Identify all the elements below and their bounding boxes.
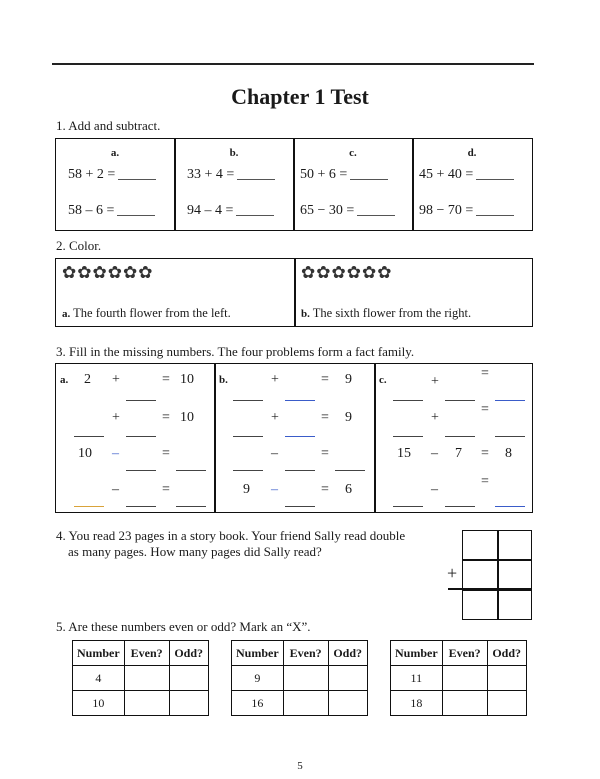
equals: = bbox=[481, 446, 489, 461]
answer-blank[interactable] bbox=[233, 400, 263, 401]
col-header: Odd? bbox=[487, 641, 526, 666]
operator: + bbox=[112, 410, 120, 425]
operator: – bbox=[271, 446, 278, 461]
q3-prompt: 3. Fill in the missing numbers. The four problems form a fact family. bbox=[56, 344, 415, 359]
answer-blank[interactable] bbox=[126, 436, 156, 437]
number: 8 bbox=[505, 446, 512, 461]
even-cell[interactable] bbox=[442, 691, 487, 716]
operator: – bbox=[431, 446, 438, 461]
answer-blank[interactable] bbox=[476, 214, 514, 216]
q1-equation: 58 – 6 = bbox=[68, 203, 155, 219]
number: 2 bbox=[84, 372, 91, 387]
col-header: Even? bbox=[442, 641, 487, 666]
answer-blank[interactable] bbox=[285, 506, 315, 507]
q3-label: c. bbox=[379, 374, 387, 386]
answer-blank[interactable] bbox=[495, 436, 525, 437]
q1-equation: 98 − 70 = bbox=[419, 203, 514, 219]
q3-col-c bbox=[375, 364, 532, 512]
col-header: Odd? bbox=[169, 641, 208, 666]
number-cell: 9 bbox=[232, 666, 284, 691]
answer-blank[interactable] bbox=[393, 400, 423, 401]
number: 10 bbox=[78, 446, 92, 461]
answer-blank[interactable] bbox=[495, 506, 525, 507]
number: 10 bbox=[180, 410, 194, 425]
table-row bbox=[391, 666, 527, 691]
answer-blank[interactable] bbox=[445, 506, 475, 507]
equals: = bbox=[481, 366, 489, 381]
q1-equation: 45 + 40 = bbox=[419, 167, 514, 183]
q3-label: a. bbox=[60, 374, 69, 386]
even-odd-table bbox=[390, 640, 527, 716]
q4-line-2: as many pages. How many pages did Sally read? bbox=[68, 544, 322, 559]
answer-blank[interactable] bbox=[445, 436, 475, 437]
number: 6 bbox=[345, 482, 352, 497]
equals: = bbox=[321, 372, 329, 387]
answer-blank[interactable] bbox=[233, 436, 263, 437]
answer-blank[interactable] bbox=[393, 506, 423, 507]
page-title: Chapter 1 Test bbox=[231, 84, 369, 109]
operator: – bbox=[271, 482, 278, 497]
table-row bbox=[232, 691, 368, 716]
top-rule bbox=[52, 63, 534, 65]
odd-cell[interactable] bbox=[169, 691, 208, 716]
operator: + bbox=[112, 372, 120, 387]
answer-blank[interactable] bbox=[350, 178, 388, 180]
answer-blank[interactable] bbox=[74, 436, 104, 437]
even-odd-table bbox=[72, 640, 209, 716]
answer-blank[interactable] bbox=[285, 470, 315, 471]
number: 9 bbox=[345, 410, 352, 425]
answer-blank[interactable] bbox=[126, 470, 156, 471]
q1-equation: 94 – 4 = bbox=[187, 203, 274, 219]
equals: = bbox=[481, 474, 489, 489]
table-row bbox=[391, 691, 527, 716]
equals: = bbox=[162, 446, 170, 461]
table-row bbox=[73, 691, 209, 716]
answer-blank[interactable] bbox=[335, 470, 365, 471]
q4-line-1: 4. You read 23 pages in a story book. Your friend Sally read double bbox=[56, 528, 406, 543]
col-header: Number bbox=[73, 641, 125, 666]
q1-box bbox=[55, 138, 533, 231]
number-cell: 10 bbox=[73, 691, 125, 716]
even-cell[interactable] bbox=[283, 691, 328, 716]
even-odd-table bbox=[231, 640, 368, 716]
operator: – bbox=[431, 482, 438, 497]
number-cell: 4 bbox=[73, 666, 125, 691]
q1-equation: 50 + 6 = bbox=[300, 167, 388, 183]
col-header: Even? bbox=[283, 641, 328, 666]
number: 10 bbox=[180, 372, 194, 387]
odd-cell[interactable] bbox=[328, 691, 367, 716]
q2-caption-a: a. The fourth flower from the left. bbox=[62, 306, 231, 320]
answer-blank[interactable] bbox=[285, 436, 315, 437]
number: 9 bbox=[243, 482, 250, 497]
plus-icon: + bbox=[447, 563, 458, 583]
equals: = bbox=[162, 372, 170, 387]
q1-col-label: a. bbox=[110, 147, 120, 159]
even-cell[interactable] bbox=[442, 666, 487, 691]
col-header: Even? bbox=[124, 641, 169, 666]
answer-blank[interactable] bbox=[495, 400, 525, 401]
number-cell: 11 bbox=[391, 666, 443, 691]
q1-col-label: b. bbox=[229, 147, 239, 159]
number-cell: 18 bbox=[391, 691, 443, 716]
even-cell[interactable] bbox=[283, 666, 328, 691]
q1-col-label: c. bbox=[349, 147, 357, 159]
equals: = bbox=[481, 402, 489, 417]
q1-col-c bbox=[294, 139, 412, 230]
number-cell: 16 bbox=[232, 691, 284, 716]
number: 9 bbox=[345, 372, 352, 387]
answer-blank[interactable] bbox=[393, 436, 423, 437]
q3-col-a bbox=[56, 364, 214, 512]
q3-label: b. bbox=[219, 374, 228, 386]
operator: + bbox=[271, 410, 279, 425]
number: 15 bbox=[397, 446, 411, 461]
answer-blank[interactable] bbox=[74, 506, 104, 507]
answer-blank[interactable] bbox=[233, 470, 263, 471]
q1-col-label: d. bbox=[467, 147, 477, 159]
q1-col-b bbox=[175, 139, 293, 230]
q2-caption-b: b. The sixth flower from the right. bbox=[301, 306, 472, 320]
answer-blank[interactable] bbox=[236, 214, 274, 216]
equals: = bbox=[321, 446, 329, 461]
q4-work-grid[interactable] bbox=[462, 530, 532, 620]
col-header: Number bbox=[232, 641, 284, 666]
odd-cell[interactable] bbox=[487, 666, 526, 691]
odd-cell[interactable] bbox=[169, 666, 208, 691]
table-row bbox=[73, 666, 209, 691]
answer-blank[interactable] bbox=[176, 470, 206, 471]
operator: + bbox=[271, 372, 279, 387]
answer-blank[interactable] bbox=[357, 214, 395, 216]
col-header: Number bbox=[391, 641, 443, 666]
q1-equation: 33 + 4 = bbox=[187, 167, 275, 183]
q1-col-d bbox=[413, 139, 531, 230]
q2-box bbox=[55, 258, 533, 327]
q1-prompt: 1. Add and subtract. bbox=[56, 118, 161, 133]
table-row bbox=[232, 666, 368, 691]
answer-blank[interactable] bbox=[445, 400, 475, 401]
q5-prompt: 5. Are these numbers even or odd? Mark an “X”. bbox=[56, 619, 311, 634]
equals: = bbox=[162, 410, 170, 425]
answer-blank[interactable] bbox=[176, 506, 206, 507]
q1-equation: 65 − 30 = bbox=[300, 203, 395, 219]
page-number: 5 bbox=[297, 760, 303, 772]
even-cell[interactable] bbox=[124, 691, 169, 716]
answer-blank[interactable] bbox=[118, 178, 156, 180]
operator: – bbox=[112, 446, 119, 461]
flower-row-icon[interactable]: ✿✿✿✿✿✿ bbox=[62, 263, 154, 282]
answer-blank[interactable] bbox=[117, 214, 155, 216]
answer-blank[interactable] bbox=[285, 400, 315, 401]
sum-line bbox=[448, 588, 532, 590]
equals: = bbox=[321, 482, 329, 497]
q3-col-b bbox=[215, 364, 374, 512]
odd-cell[interactable] bbox=[487, 691, 526, 716]
col-header: Odd? bbox=[328, 641, 367, 666]
q3-box bbox=[55, 363, 533, 513]
equals: = bbox=[321, 410, 329, 425]
even-cell[interactable] bbox=[124, 666, 169, 691]
q1-equation: 58 + 2 = bbox=[68, 167, 156, 183]
operator: + bbox=[431, 410, 439, 425]
answer-blank[interactable] bbox=[126, 506, 156, 507]
number: 7 bbox=[455, 446, 462, 461]
equals: = bbox=[162, 482, 170, 497]
odd-cell[interactable] bbox=[328, 666, 367, 691]
answer-blank[interactable] bbox=[126, 400, 156, 401]
answer-blank[interactable] bbox=[476, 178, 514, 180]
operator: – bbox=[112, 482, 119, 497]
q2-prompt: 2. Color. bbox=[56, 238, 102, 253]
q1-col-a bbox=[56, 139, 174, 230]
operator: + bbox=[431, 374, 439, 389]
answer-blank[interactable] bbox=[237, 178, 275, 180]
flower-row-icon[interactable]: ✿✿✿✿✿✿ bbox=[301, 263, 393, 282]
